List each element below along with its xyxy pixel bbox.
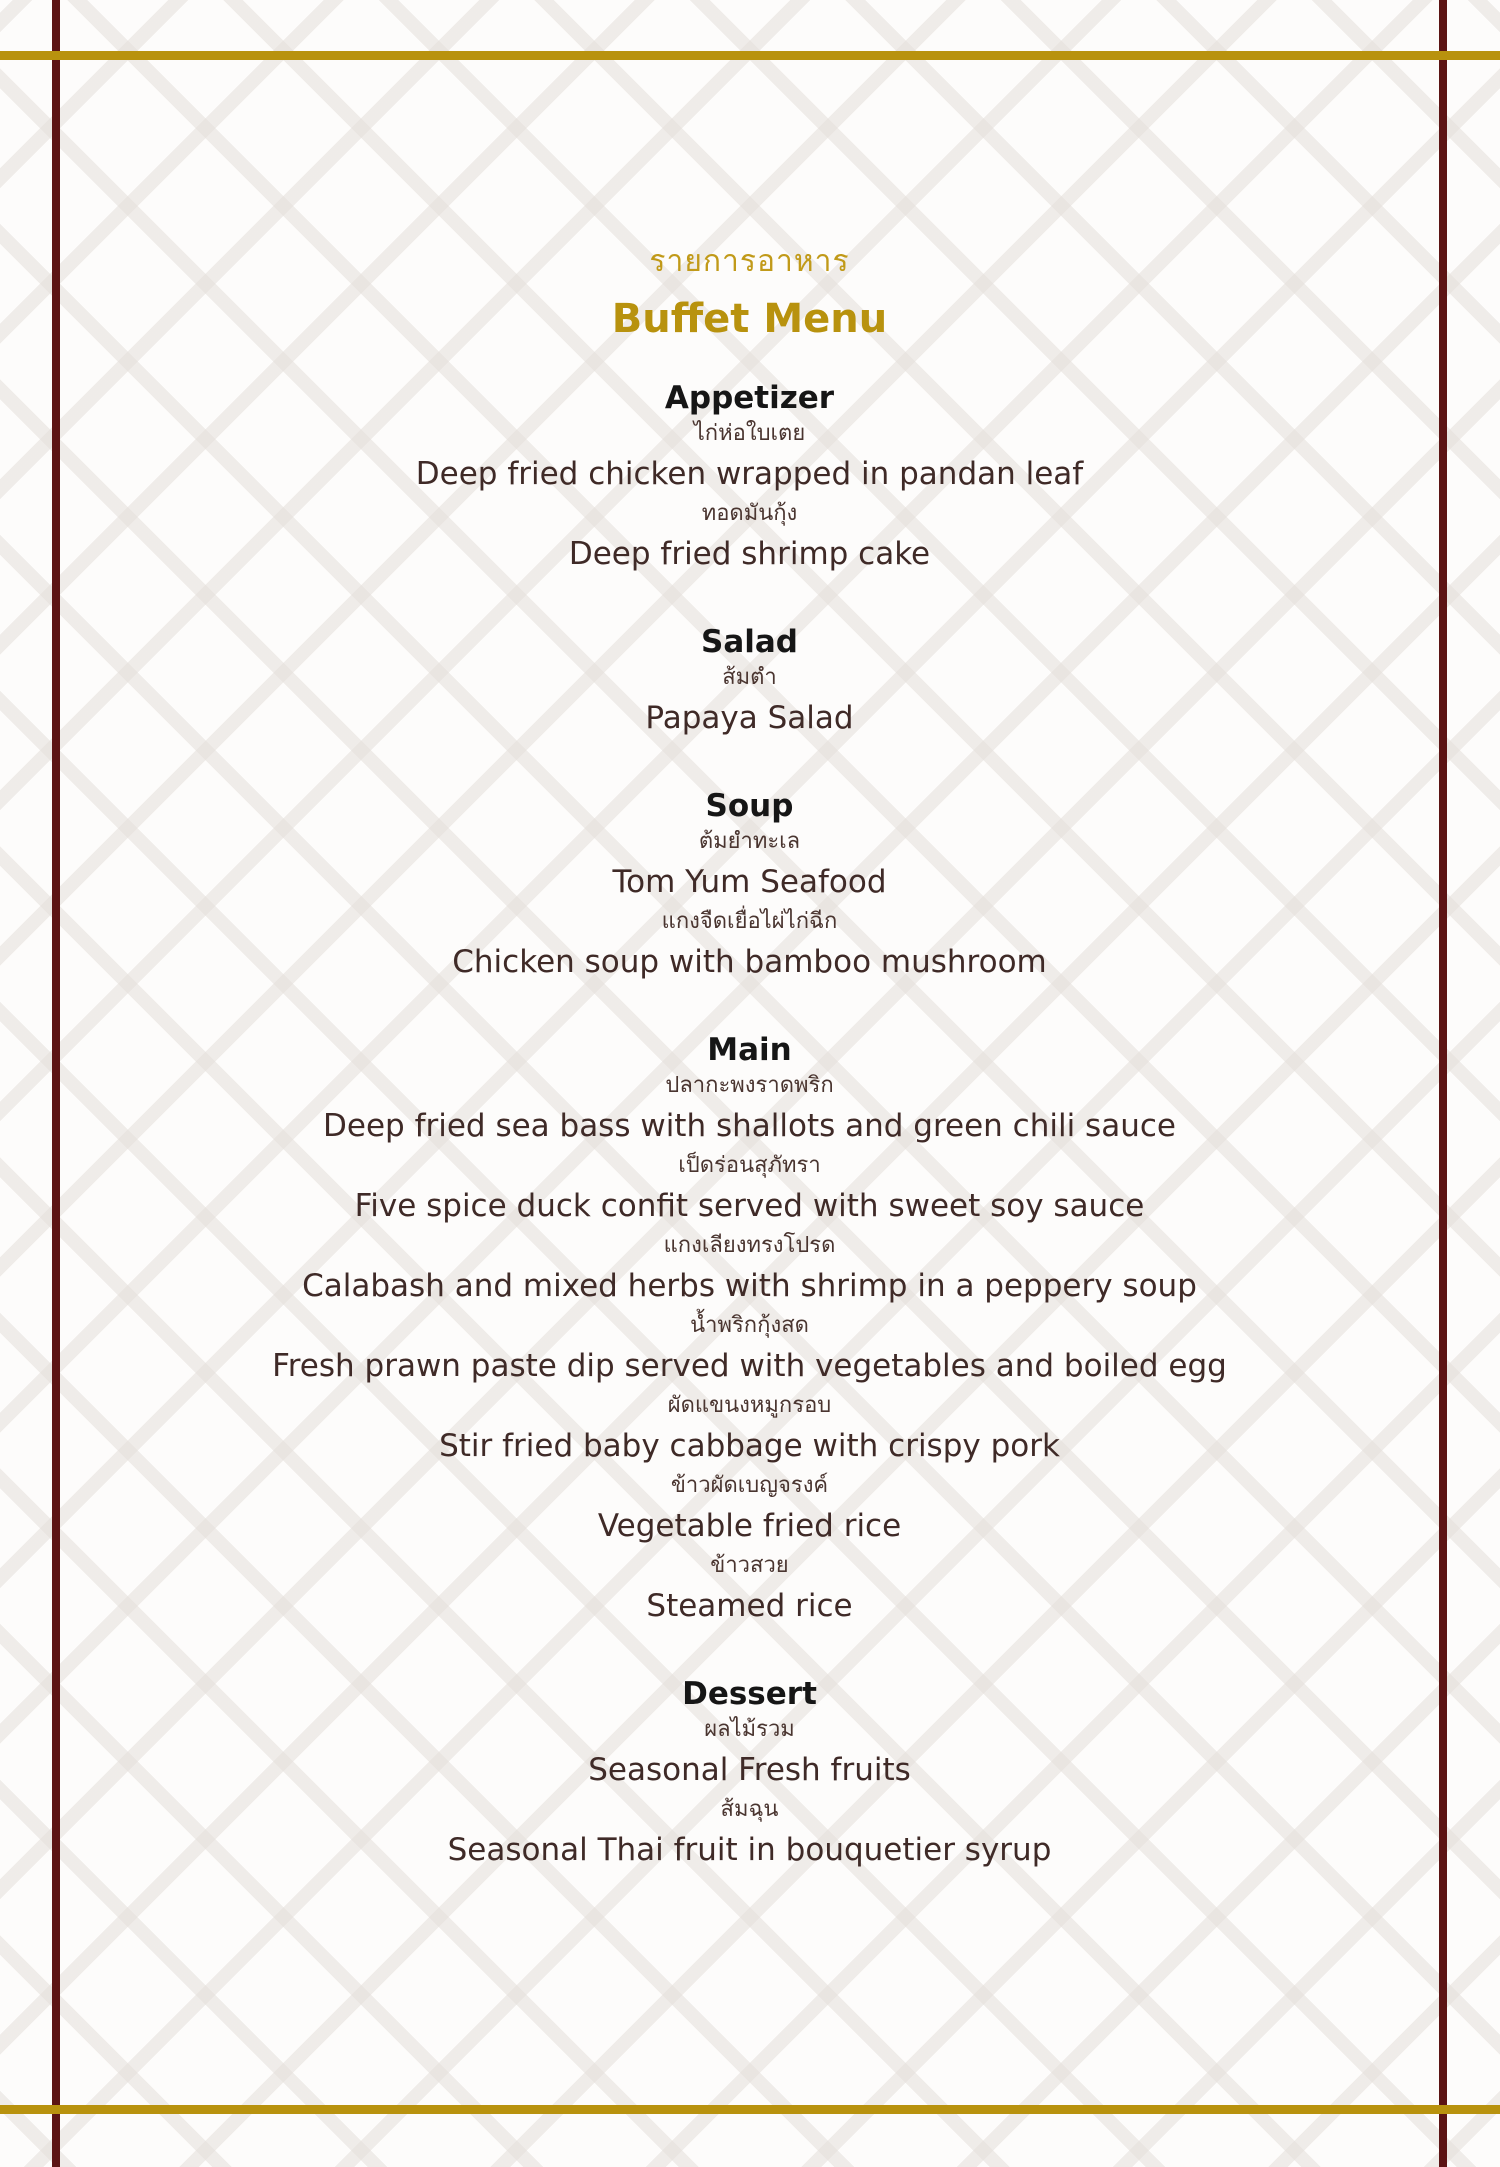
menu-item-thai-name: ข้าวสวย [710, 1553, 789, 1578]
menu-item-thai-name: ข้าวผัดเบญจรงค์ [670, 1473, 829, 1498]
menu-item-thai-name: ผัดแขนงหมูกรอบ [667, 1393, 832, 1418]
menu-item-thai-name: เป็ดร่อนสุภัทรา [678, 1153, 821, 1178]
menu-item-english-name: Calabash and mixed herbs with shrimp in a peppery soup [302, 1268, 1197, 1304]
menu-item-english-name: Five spice duck confit served with sweet soy sauce [354, 1188, 1145, 1224]
left-border-line [52, 0, 60, 2167]
menu-item-english-name: Chicken soup with bamboo mushroom [452, 944, 1047, 980]
section-title: Main [707, 1032, 792, 1068]
menu-item-english-name: Steamed rice [646, 1588, 853, 1624]
menu-section-dessert [60, 1674, 1439, 1874]
menu-item-english-name: Vegetable fried rice [597, 1508, 902, 1544]
section-title: Dessert [682, 1676, 817, 1712]
menu-item-thai-name: ส้มฉุน [720, 1797, 779, 1822]
menu-item-english-name: Deep fried sea bass with shallots and green chili sauce [323, 1108, 1176, 1144]
section-title: Salad [701, 624, 798, 660]
section-title: Soup [705, 788, 794, 824]
menu-item-english-name: Seasonal Fresh fruits [588, 1752, 911, 1788]
menu-item-english-name: Papaya Salad [645, 700, 854, 736]
menu-section-main [60, 1030, 1439, 1630]
thai-title: รายการอาหาร [649, 244, 850, 279]
page-title: Buffet Menu [611, 296, 888, 342]
menu-item-thai-name: ต้มยำทะเล [698, 829, 801, 854]
top-border-line [0, 51, 1500, 60]
menu-item-thai-name: ส้มตำ [722, 665, 777, 690]
menu-item-english-name: Stir fried baby cabbage with crispy pork [439, 1428, 1060, 1464]
menu-item-thai-name: ผลไม้รวม [704, 1717, 795, 1742]
menu-item-english-name: Deep fried shrimp cake [568, 536, 931, 572]
right-border-line [1439, 0, 1447, 2167]
menu-section-salad [60, 622, 1439, 742]
menu-section-appetizer [60, 378, 1439, 578]
menu-sections [60, 378, 1439, 1874]
menu-item-thai-name: แกงจืดเยื่อไผ่ไก่ฉีก [661, 909, 838, 934]
section-title: Appetizer [664, 380, 835, 416]
menu-content [60, 236, 1439, 1918]
menu-item-thai-name: น้ำพริกกุ้งสด [690, 1313, 809, 1338]
menu-item-english-name: Seasonal Thai fruit in bouquetier syrup [447, 1832, 1052, 1868]
menu-item-english-name: Tom Yum Seafood [612, 864, 887, 900]
menu-item-english-name: Fresh prawn paste dip served with vegetables and boiled egg [272, 1348, 1227, 1384]
menu-item-thai-name: ไก่ห่อใบเตย [693, 421, 806, 446]
bottom-border-line [0, 2105, 1500, 2114]
menu-item-english-name: Deep fried chicken wrapped in pandan leaf [415, 456, 1084, 492]
menu-section-soup [60, 786, 1439, 986]
menu-item-thai-name: แกงเลียงทรงโปรด [663, 1233, 836, 1258]
menu-item-thai-name: ปลากะพงราดพริก [665, 1073, 834, 1098]
menu-item-thai-name: ทอดมันกุ้ง [701, 501, 798, 526]
